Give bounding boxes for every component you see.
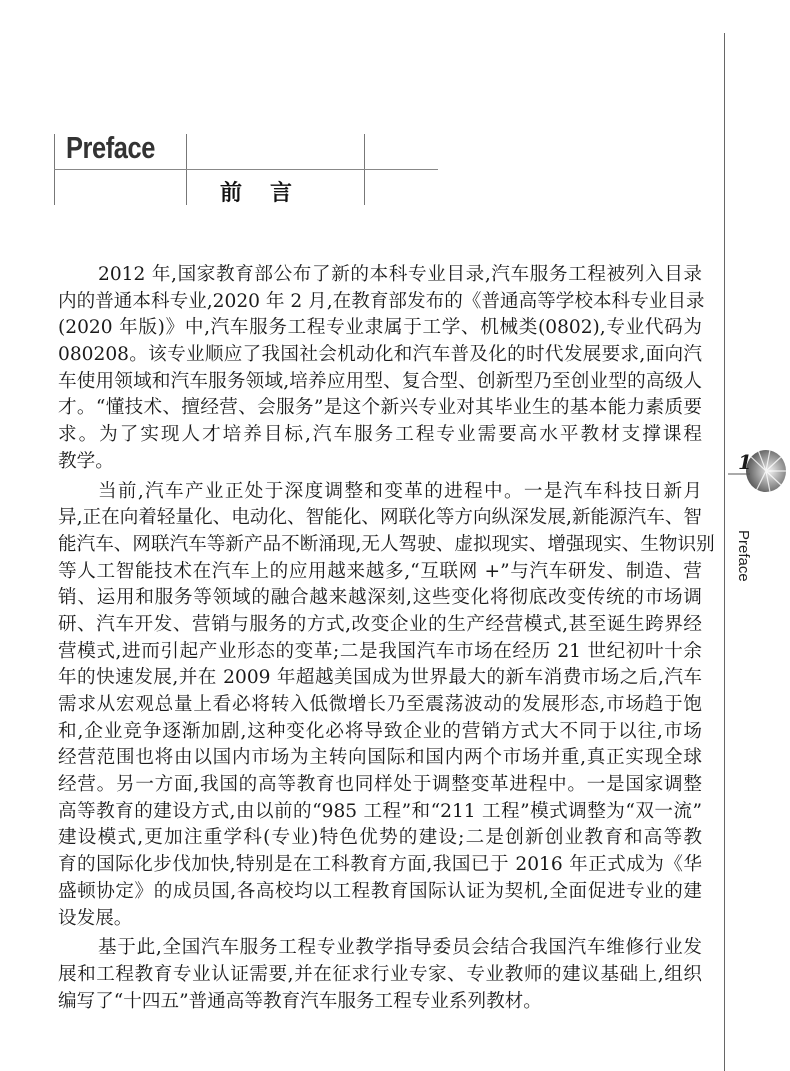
shell-ornament-icon	[728, 446, 788, 496]
text-line: 基于此,全国汽车服务工程专业教学指导委员会结合我国汽车维修行业发	[98, 937, 702, 959]
text-line: 车使用领域和汽车服务领域,培养应用型、复合型、创新型乃至创业型的高级人	[58, 370, 702, 392]
text-line: 展和工程教育专业认证需要,并在征求行业专家、专业教师的建议基础上,组织	[58, 963, 702, 985]
text-line: 内的普通本科专业,2020 年 2 月,在教育部发布的《普通高等学校本科专业目录	[58, 290, 705, 312]
text-line: 高等教育的建设方式,由以前的“985 工程”和“211 工程”模式调整为“双一流”	[58, 800, 702, 822]
title-zh: 前言	[220, 181, 321, 206]
text-line: 能汽车、网联汽车等新产品不断涌现,无人驾驶、虚拟现实、增强现实、生物识别	[58, 533, 715, 555]
text-line: (2020 年版)》中,汽车服务工程专业隶属于工学、机械类(0802),专业代码为	[58, 317, 702, 339]
text-line: 异,正在向着轻量化、电动化、智能化、网联化等方向纵深发展,新能源汽车、智	[58, 507, 703, 529]
text-line: 育的国际化步伐加快,特别是在工科教育方面,我国已于 2016 年正式成为《华	[58, 854, 702, 876]
text-line: 研、汽车开发、营销与服务的方式,改变企业的生产经营模式,甚至诞生跨界经	[58, 613, 702, 635]
paragraph	[58, 935, 702, 1015]
paragraph	[58, 479, 715, 933]
text-line: 需求从宏观总量上看必将转入低微增长乃至震荡波动的发展形态,市场趋于饱	[58, 694, 702, 715]
text-line: 等人工智能技术在汽车上的应用越来越多,“互联网 +”与汽车研发、制造、营	[58, 560, 702, 582]
header-rule-horizontal	[54, 169, 438, 170]
text-line: 设发展。	[58, 907, 133, 929]
text-line: 盛顿协定》的成员国,各高校均以工程教育国际认证为契机,全面促进专业的建	[58, 880, 702, 902]
page-number: 1	[738, 450, 752, 474]
paragraph	[58, 262, 705, 476]
text-line: 销、运用和服务等领域的融合越来越深刻,这些变化将彻底改变传统的市场调	[58, 587, 702, 609]
text-line: 建设模式,更加注重学科(专业)特色优势的建设;二是创新创业教育和高等教	[58, 827, 702, 849]
text-line: 经营范围也将由以国内市场为主转向国际和国内两个市场并重,真正实现全球	[58, 747, 702, 769]
title-en: Preface	[66, 130, 155, 165]
text-line: 2012 年,国家教育部公布了新的本科专业目录,汽车服务工程被列入目录	[98, 264, 702, 285]
text-line: 经营。另一方面,我国的高等教育也同样处于调整变革进程中。一是国家调整	[58, 774, 702, 796]
text-line: 营模式,进而引起产业形态的变革;二是我国汽车市场在经历 21 世纪初叶十余	[58, 640, 702, 662]
margin-rule	[724, 33, 725, 1071]
text-line: 编写了“十四五”普通高等教育汽车服务工程专业系列教材。	[58, 990, 542, 1012]
text-line: 080208。该专业顺应了我国社会机动化和汽车普及化的时代发展要求,面向汽	[58, 344, 702, 366]
text-line: 教学。	[58, 450, 114, 472]
section-label-vertical: Preface	[735, 530, 752, 582]
page-number-ornament	[728, 446, 788, 496]
text-line: 年的快速发展,并在 2009 年超越美国成为世界最大的新车消费市场之后,汽车	[58, 667, 702, 689]
body-text	[58, 262, 715, 1018]
text-line: 和,企业竞争逐渐加剧,这种变化必将导致企业的营销方式大不同于以往,市场	[58, 720, 702, 742]
text-line: 求。为了实现人才培养目标,汽车服务工程专业需要高水平教材支撑课程	[58, 424, 702, 446]
text-line: 当前,汽车产业正处于深度调整和变革的进程中。一是汽车科技日新月	[98, 480, 702, 502]
text-line: 才。“懂技术、擅经营、会服务”是这个新兴专业对其毕业生的基本能力素质要	[58, 397, 702, 419]
